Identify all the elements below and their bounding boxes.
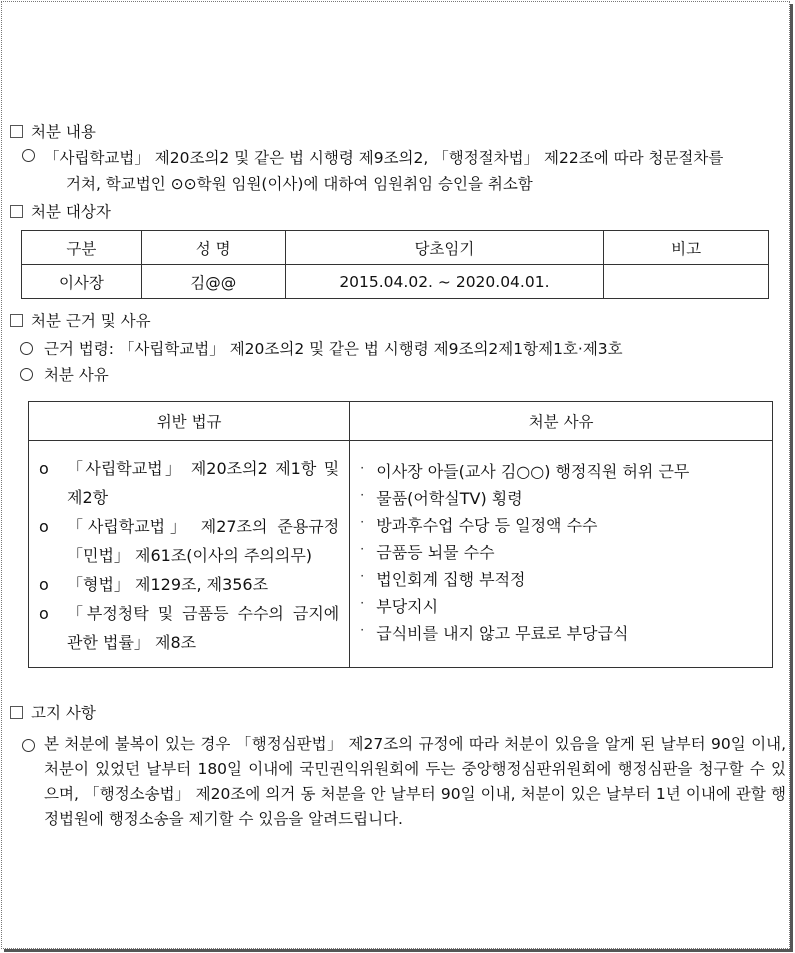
notice-body: 본 처분에 불복이 있는 경우 「행정심판법」 제27조의 규정에 따라 처분이 있음을 알게 된 날부터 90일 이내, 처분이 있었던 날부터 180일 이내에 국민권익위원회에 두는 중앙행정심판위원회에 행정심판을 청구할 수 있으며, 「행정소송법」 제20조에 의거 동 처분을 안 날부터 90일 이내, 처분이 있은 날부터 1년 이내에 관할 행정법원에 행정소송을 제기할 수 있음을 알려드립니다. bbox=[44, 735, 786, 828]
column-header: 구분 bbox=[22, 231, 142, 265]
section-heading-grounds: 처분 근거 및 사유 bbox=[10, 309, 151, 331]
section-heading-content: 처분 내용 bbox=[10, 120, 96, 142]
section-heading-notice: 고지 사항 bbox=[10, 701, 96, 723]
list-item: o 「형법」 제129조, 제356조 bbox=[39, 575, 269, 594]
content-line-2: 거쳐, 학교법인 ⊙⊙학원 임원(이사)에 대하여 임원취임 승인을 취소함 bbox=[66, 175, 533, 193]
list-item: · 급식비를 내지 않고 무료로 부당급식 bbox=[360, 623, 629, 643]
checkbox-square-icon bbox=[10, 125, 23, 138]
reason-cell bbox=[350, 441, 773, 668]
table-cell: 이사장 bbox=[22, 265, 142, 299]
table-cell: 김@@ bbox=[141, 265, 285, 299]
table-header-row bbox=[22, 231, 769, 265]
frame-shadow-bottom bbox=[4, 949, 793, 952]
checkbox-square-icon bbox=[10, 205, 23, 218]
list-item: · 금품등 뇌물 수수 bbox=[360, 542, 495, 562]
checkbox-square-icon bbox=[10, 314, 23, 327]
table-row bbox=[29, 441, 773, 668]
basis-line: 근거 법령: 「사립학교법」 제20조의2 및 같은 법 시행령 제9조의2제1항제1호·제3호 bbox=[20, 337, 623, 359]
target-table bbox=[21, 230, 769, 299]
column-header: 처분 사유 bbox=[350, 402, 773, 441]
list-item: · 이사장 아들(교사 김○○) 행정직원 허위 근무 bbox=[360, 461, 690, 481]
list-item: · 방과후수업 수당 등 일정액 수수 bbox=[360, 515, 598, 535]
circle-bullet-icon bbox=[22, 149, 35, 162]
reason-label-line: 처분 사유 bbox=[20, 363, 109, 385]
table-row bbox=[22, 265, 769, 299]
circle-bullet-icon bbox=[20, 342, 33, 355]
table-cell: 2015.04.02. ~ 2020.04.01. bbox=[285, 265, 604, 299]
grounds-table bbox=[28, 401, 773, 668]
column-header: 당초임기 bbox=[285, 231, 604, 265]
table-header-row bbox=[29, 402, 773, 441]
frame-shadow-right bbox=[790, 4, 793, 950]
notice-bullet bbox=[22, 737, 35, 755]
content-bullet bbox=[22, 147, 35, 165]
table-cell bbox=[604, 265, 769, 299]
column-header: 성 명 bbox=[141, 231, 285, 265]
list-item: o 「사립학교법」 제20조의2 제1항 및 제2항 bbox=[39, 459, 340, 507]
list-item: · 법인회계 집행 부적정 bbox=[360, 569, 526, 589]
law-cell bbox=[29, 441, 350, 668]
content-line-1: 「사립학교법」 제20조의2 및 같은 법 시행령 제9조의2, 「행정절차법」 제22조에 따라 청문절차를 bbox=[44, 149, 724, 167]
section-heading-target: 처분 대상자 bbox=[10, 200, 111, 222]
column-header: 비고 bbox=[604, 231, 769, 265]
list-item: o 「사립학교법」 제27조의 준용규정 「민법」 제61조(이사의 주의의무) bbox=[39, 517, 340, 565]
circle-bullet-icon bbox=[22, 739, 35, 752]
column-header: 위반 법규 bbox=[29, 402, 350, 441]
checkbox-square-icon bbox=[10, 706, 23, 719]
circle-bullet-icon bbox=[20, 368, 33, 381]
list-item: o 「부정청탁 및 금품등 수수의 금지에 관한 법률」 제8조 bbox=[39, 604, 340, 652]
list-item: · 부당지시 bbox=[360, 596, 439, 616]
list-item: · 물품(어학실TV) 횡령 bbox=[360, 488, 523, 508]
